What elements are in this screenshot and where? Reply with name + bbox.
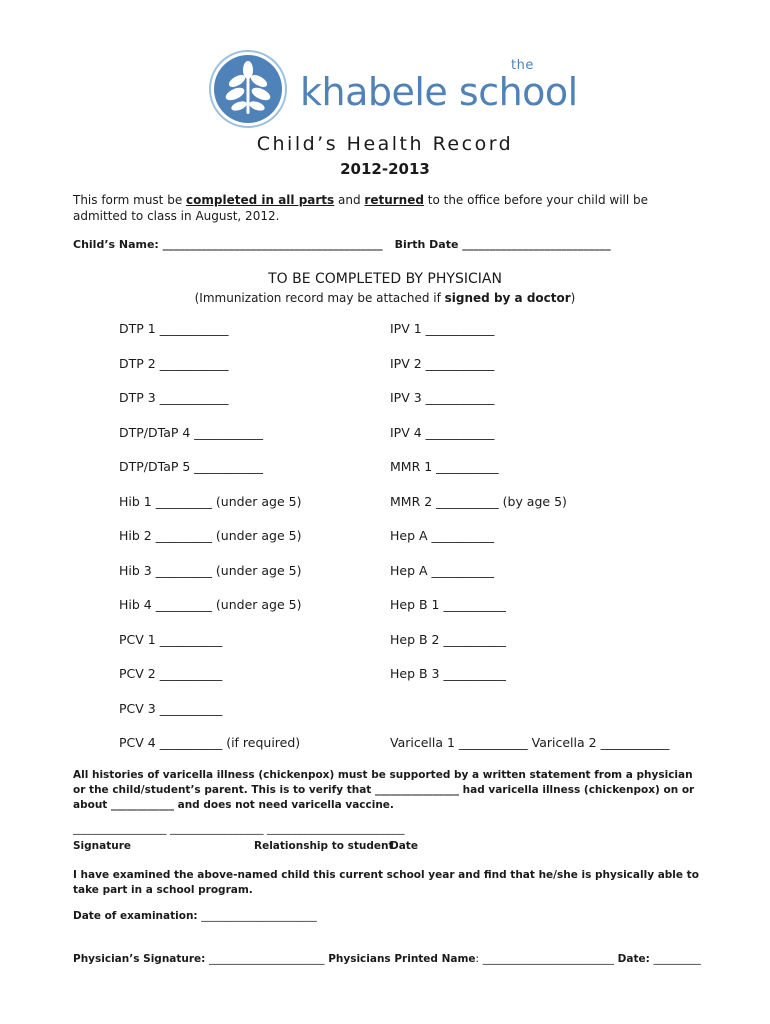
vaccine-field-hib-4[interactable]: Hib 4 _________ (under age 5) [119,597,302,612]
relationship-label: Relationship to student [254,840,394,852]
date-of-exam-field[interactable]: ______________________ [201,910,317,922]
intro-emphasis-2: returned [364,193,424,207]
logo-school-name: khabele school [300,70,578,114]
logo-the-text: the [511,58,534,73]
child-info-row [73,238,698,251]
vaccine-field-pcv-3[interactable]: PCV 3 __________ [119,701,223,716]
physician-printed-name-field[interactable]: _________________________ [482,953,614,965]
vaccine-field-dtp-dtap-4[interactable]: DTP/DTaP 4 ___________ [119,425,264,440]
vaccine-field-varicella[interactable]: Varicella 1 ___________ Varicella 2 ___________ [390,735,670,750]
vaccine-field-dtp-dtap-5[interactable]: DTP/DTaP 5 ___________ [119,459,264,474]
vaccine-field-hib-3[interactable]: Hib 3 _________ (under age 5) [119,563,302,578]
date-of-exam-label: Date of examination: [73,910,198,922]
signature-lines[interactable]: _________________ _________________ _________________________ [73,822,405,835]
leaf-sprout-circle-icon [208,48,292,130]
physician-section-title: TO BE COMPLETED BY PHYSICIAN [268,271,502,287]
physician-printed-name-label: Physicians Printed Name [328,953,476,965]
vaccine-field-mmr-1[interactable]: MMR 1 __________ [390,459,499,474]
vaccine-field-hep-b-3[interactable]: Hep B 3 __________ [390,666,506,681]
vaccine-field-hib-1[interactable]: Hib 1 _________ (under age 5) [119,494,302,509]
vaccine-field-ipv-2[interactable]: IPV 2 ___________ [390,356,495,371]
intro-text-2: and [334,193,365,207]
vaccine-field-ipv-3[interactable]: IPV 3 ___________ [390,390,495,405]
vaccine-field-pcv-1[interactable]: PCV 1 __________ [119,632,223,647]
physician-printed-name-colon: : [475,953,480,965]
vaccine-field-pcv-4[interactable]: PCV 4 __________ (if required) [119,735,301,750]
physician-signature-row [73,953,701,965]
vaccine-field-hib-2[interactable]: Hib 2 _________ (under age 5) [119,528,302,543]
section-sub-emphasis: signed by a doctor [444,291,571,305]
page-title: Child’s Health Record [256,133,514,155]
vaccine-field-dtp-1[interactable]: DTP 1 ___________ [119,321,229,336]
vaccine-field-mmr-2[interactable]: MMR 2 __________ (by age 5) [390,494,567,509]
vaccine-field-ipv-1[interactable]: IPV 1 ___________ [390,321,495,336]
vaccine-field-hep-a-1[interactable]: Hep A __________ [390,528,495,543]
physician-signature-field[interactable]: ______________________ [209,953,325,965]
date-label: Date [390,840,418,852]
intro-text-1: This form must be [73,193,187,207]
child-name-field[interactable]: Child’s Name: ________________________________________ [73,238,383,251]
birth-date-field[interactable]: Birth Date ___________________________ [394,238,611,251]
vaccine-field-hep-b-2[interactable]: Hep B 2 __________ [390,632,506,647]
vaccine-field-dtp-3[interactable]: DTP 3 ___________ [119,390,229,405]
signature-label: Signature [73,840,132,852]
date-of-exam-row [73,910,317,922]
vaccine-field-pcv-2[interactable]: PCV 2 __________ [119,666,223,681]
physician-section-subtitle [0,291,770,305]
school-logo [208,48,578,130]
intro-emphasis-1: completed in all parts [186,193,335,207]
final-date-label: Date: [617,953,650,965]
intro-paragraph [73,192,698,224]
physician-signature-label: Physician’s Signature: [73,953,206,965]
intro-text-3: to the office before your child will be admitted to class in August, 2012. [73,193,649,223]
school-year: 2012-2013 [340,160,430,178]
vaccine-field-hep-a-2[interactable]: Hep A __________ [390,563,495,578]
vaccine-field-hep-b-1[interactable]: Hep B 1 __________ [390,597,506,612]
varicella-note: All histories of varicella illness (chickenpox) must be supported by a written statement from a physician or the child/student’s parent. This is to verify that ________________ had varicella illness (chickenpox) on or about ____________ and does not need varicella vaccine. [73,769,695,811]
vaccine-field-dtp-2[interactable]: DTP 2 ___________ [119,356,229,371]
section-sub-text-1: (Immunization record may be attached if [194,291,445,305]
vaccine-field-ipv-4[interactable]: IPV 4 ___________ [390,425,495,440]
final-date-field[interactable]: _________ [653,953,701,965]
exam-statement: I have examined the above-named child this current school year and find that he/she is physically able to take part in a school program. [73,869,699,896]
section-sub-text-2: ) [570,291,576,305]
